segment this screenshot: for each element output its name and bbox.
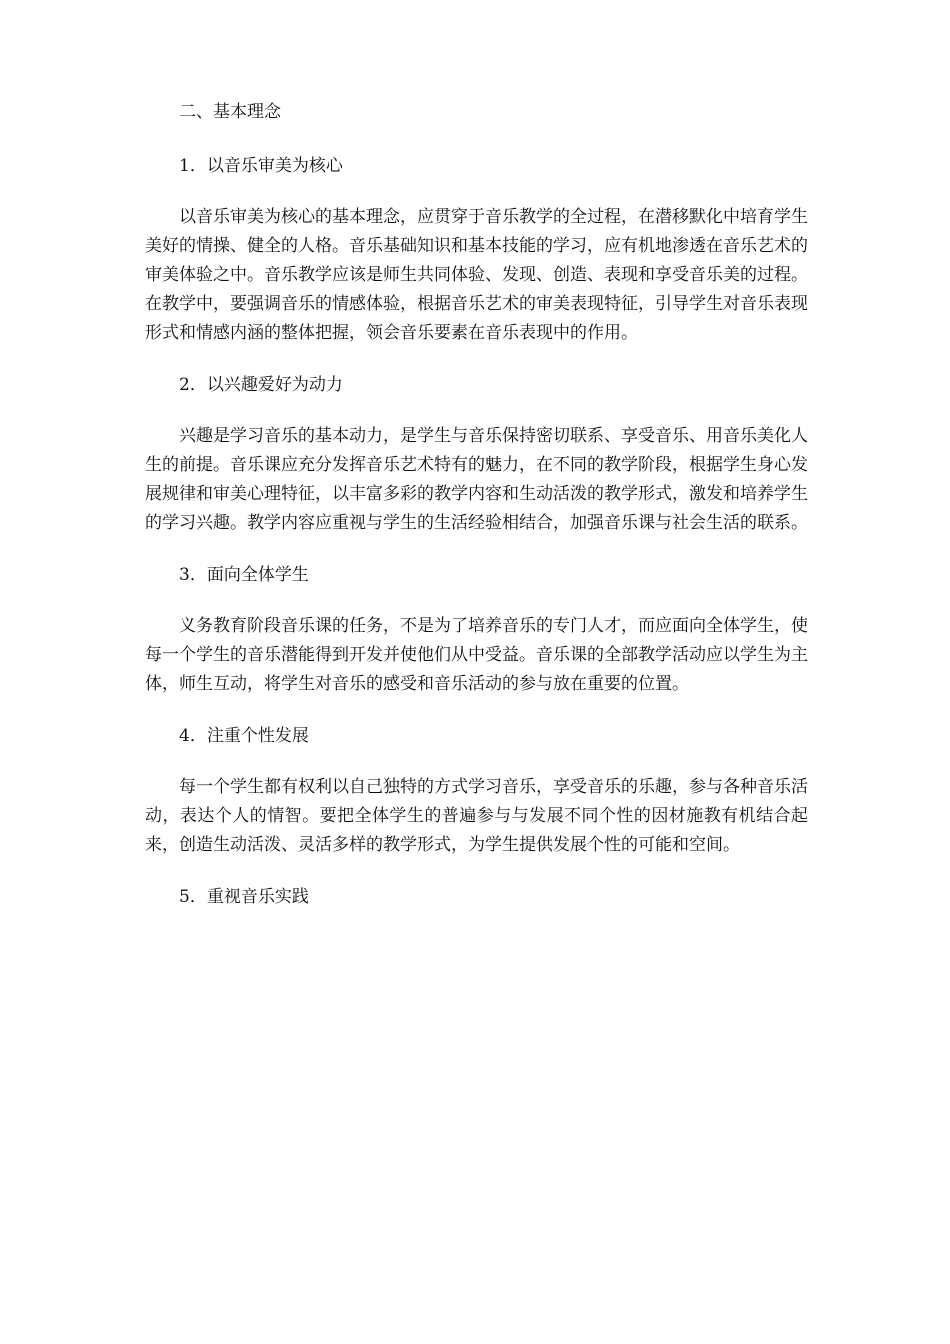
item-body-2: 兴趣是学习音乐的基本动力，是学生与音乐保持密切联系、享受音乐、用音乐美化人生的前提。音乐课应充分发挥音乐艺术特有的魅力，在不同的教学阶段，根据学生身心发展规律和审美心理特征，以丰富多彩的教学内容和生动活泼的教学形式，激发和培养学生的学习兴趣。教学内容应重视与学生的生活经验相结合，加强音乐课与社会生活的联系。 xyxy=(145,426,808,533)
section-title: 二、基本理念 xyxy=(179,102,281,122)
item-heading-2: 2．以兴趣爱好为动力 xyxy=(179,375,343,395)
item-heading-1: 1．以音乐审美为核心 xyxy=(179,156,343,176)
item-body-1: 以音乐审美为核心的基本理念，应贯穿于音乐教学的全过程，在潜移默化中培育学生美好的情操、健全的人格。音乐基础知识和基本技能的学习，应有机地渗透在音乐艺术的审美体验之中。音乐教学应该是师生共同体验、发现、创造、表现和享受音乐美的过程。在教学中，要强调音乐的情感体验，根据音乐艺术的审美表现特征，引导学生对音乐表现形式和情感内涵的整体把握，领会音乐要素在音乐表现中的作用。 xyxy=(145,207,808,343)
item-heading-5: 5．重视音乐实践 xyxy=(179,887,309,907)
item-body-4: 每一个学生都有权利以自己独特的方式学习音乐，享受音乐的乐趣，参与各种音乐活动，表达个人的情智。要把全体学生的普遍参与与发展不同个性的因材施教有机结合起来，创造生动活泼、灵活多样的教学形式，为学生提供发展个性的可能和空间。 xyxy=(145,777,808,855)
item-heading-4: 4．注重个性发展 xyxy=(179,726,309,746)
item-heading-3: 3．面向全体学生 xyxy=(179,565,309,585)
item-body-3: 义务教育阶段音乐课的任务，不是为了培养音乐的专门人才，而应面向全体学生，使每一个学生的音乐潜能得到开发并使他们从中受益。音乐课的全部教学活动应以学生为主体，师生互动，将学生对音乐的感受和音乐活动的参与放在重要的位置。 xyxy=(145,616,808,694)
